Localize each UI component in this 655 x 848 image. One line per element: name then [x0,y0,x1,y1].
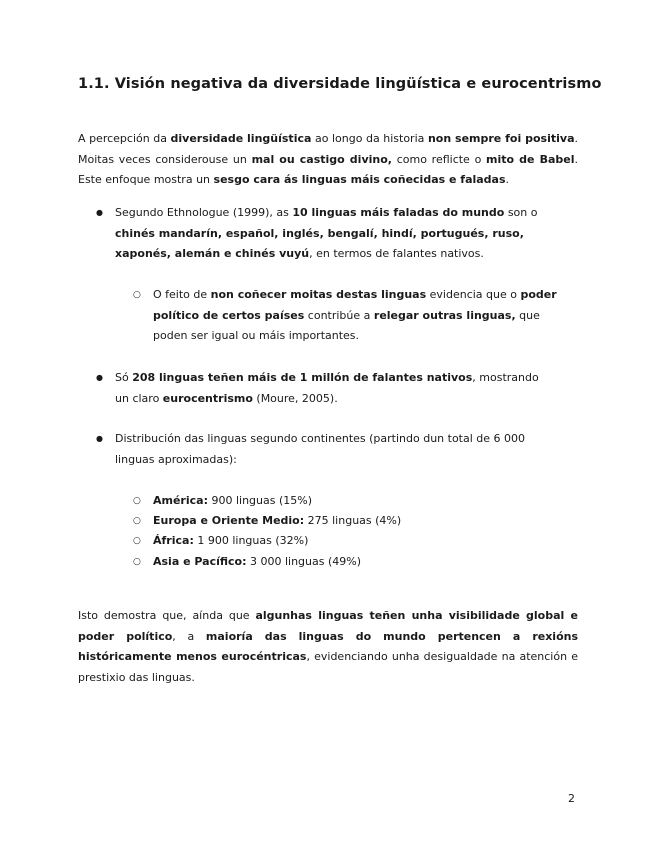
sub1-bold-1: non coñecer moitas destas linguas [210,288,427,301]
continent-name: África: [153,534,194,547]
bullet2-text-1: Só [115,371,133,384]
continent-item [153,511,573,532]
sub1-bold-2: poder político de certos países [153,288,557,322]
closing-bold-1: algunhas linguas teñen unha visibilidade global e poder político [78,609,578,643]
intro-text-6: . [505,173,510,186]
bullet2-bold-2: eurocentrismo [162,391,253,405]
bullet3-text-1: Distribución das linguas segundo continentes (partindo dun total de 6 000 linguas aproximadas): [115,432,526,466]
continent-value: 275 linguas (4%) [304,514,402,527]
closing-paragraph [78,606,578,688]
intro-bold-5: sesgo cara ás linguas máis coñecidas e faladas [213,173,506,186]
intro-text-1: A percepción da [78,132,171,145]
closing-text-2: , a [172,629,206,643]
bullet1-bold-1: 10 linguas máis faladas do mundo [292,206,505,219]
bullet-eurocentrism [115,368,545,409]
intro-text-4: como reflicte o [391,152,487,166]
subbullet-political-power [153,285,573,347]
sub1-text-2: evidencia que o [426,288,521,301]
closing-text-3: , evidenciando unha desigualdade na atención e prestixio das linguas. [78,650,578,684]
continent-item [153,491,573,512]
section-heading: 1.1. Visión negativa da diversidade lingüística e eurocentrismo [78,76,602,92]
bullet1-text-3: , en termos de falantes nativos. [309,247,484,260]
intro-text-5: . Este enfoque mostra un [78,152,578,186]
bullet2-text-2: , mostrando un claro [115,371,539,405]
continent-name: América: [153,494,208,507]
intro-paragraph [78,129,578,191]
closing-bold-2: maioría das linguas do mundo pertencen a rexións históricamente menos eurocéntricas [78,629,579,663]
intro-text-2: ao longo da historia [311,132,428,145]
continent-value: 1 900 linguas (32%) [193,534,309,547]
intro-bold-1: diversidade lingüística [170,132,312,145]
sub1-bold-3: relegar outras linguas, [373,308,516,322]
continent-item [153,531,573,552]
continent-name: Asia e Pacífico: [153,555,247,568]
intro-bold-2: non sempre foi positiva [427,132,575,145]
bullet-distribution [115,429,545,470]
sub1-text-3: contribúe a [304,308,374,322]
bullet2-bold-1: 208 linguas teñen máis de 1 millón de falantes nativos [132,371,473,384]
continent-item [153,552,573,573]
bullet2-text-3: (Moure, 2005). [252,391,338,405]
bullet1-text-2: son o [504,206,538,219]
bullet1-text-1: Segundo Ethnologue (1999), as [115,206,293,219]
bullet-ethnologue [115,203,545,265]
continent-value: 3 000 linguas (49%) [246,555,362,568]
page-number: 2 [568,792,575,805]
intro-bold-4: mito de Babel [486,152,575,166]
sub1-text-4: que poden ser igual ou máis importantes. [153,308,540,342]
closing-text-1: Isto demostra que, aínda que [78,609,256,622]
intro-bold-3: mal ou castigo divino, [251,152,392,166]
intro-text-3: . Moitas veces considerouse un [78,132,578,166]
sub1-text-1: O feito de [153,288,211,301]
bullet1-bold-2: chinés mandarín, español, inglés, bengalí, hindí, portugués, ruso, xaponés, alemán e chinés vuyú [115,226,524,260]
continent-name: Europa e Oriente Medio: [153,514,305,527]
continent-value: 900 linguas (15%) [207,494,313,507]
